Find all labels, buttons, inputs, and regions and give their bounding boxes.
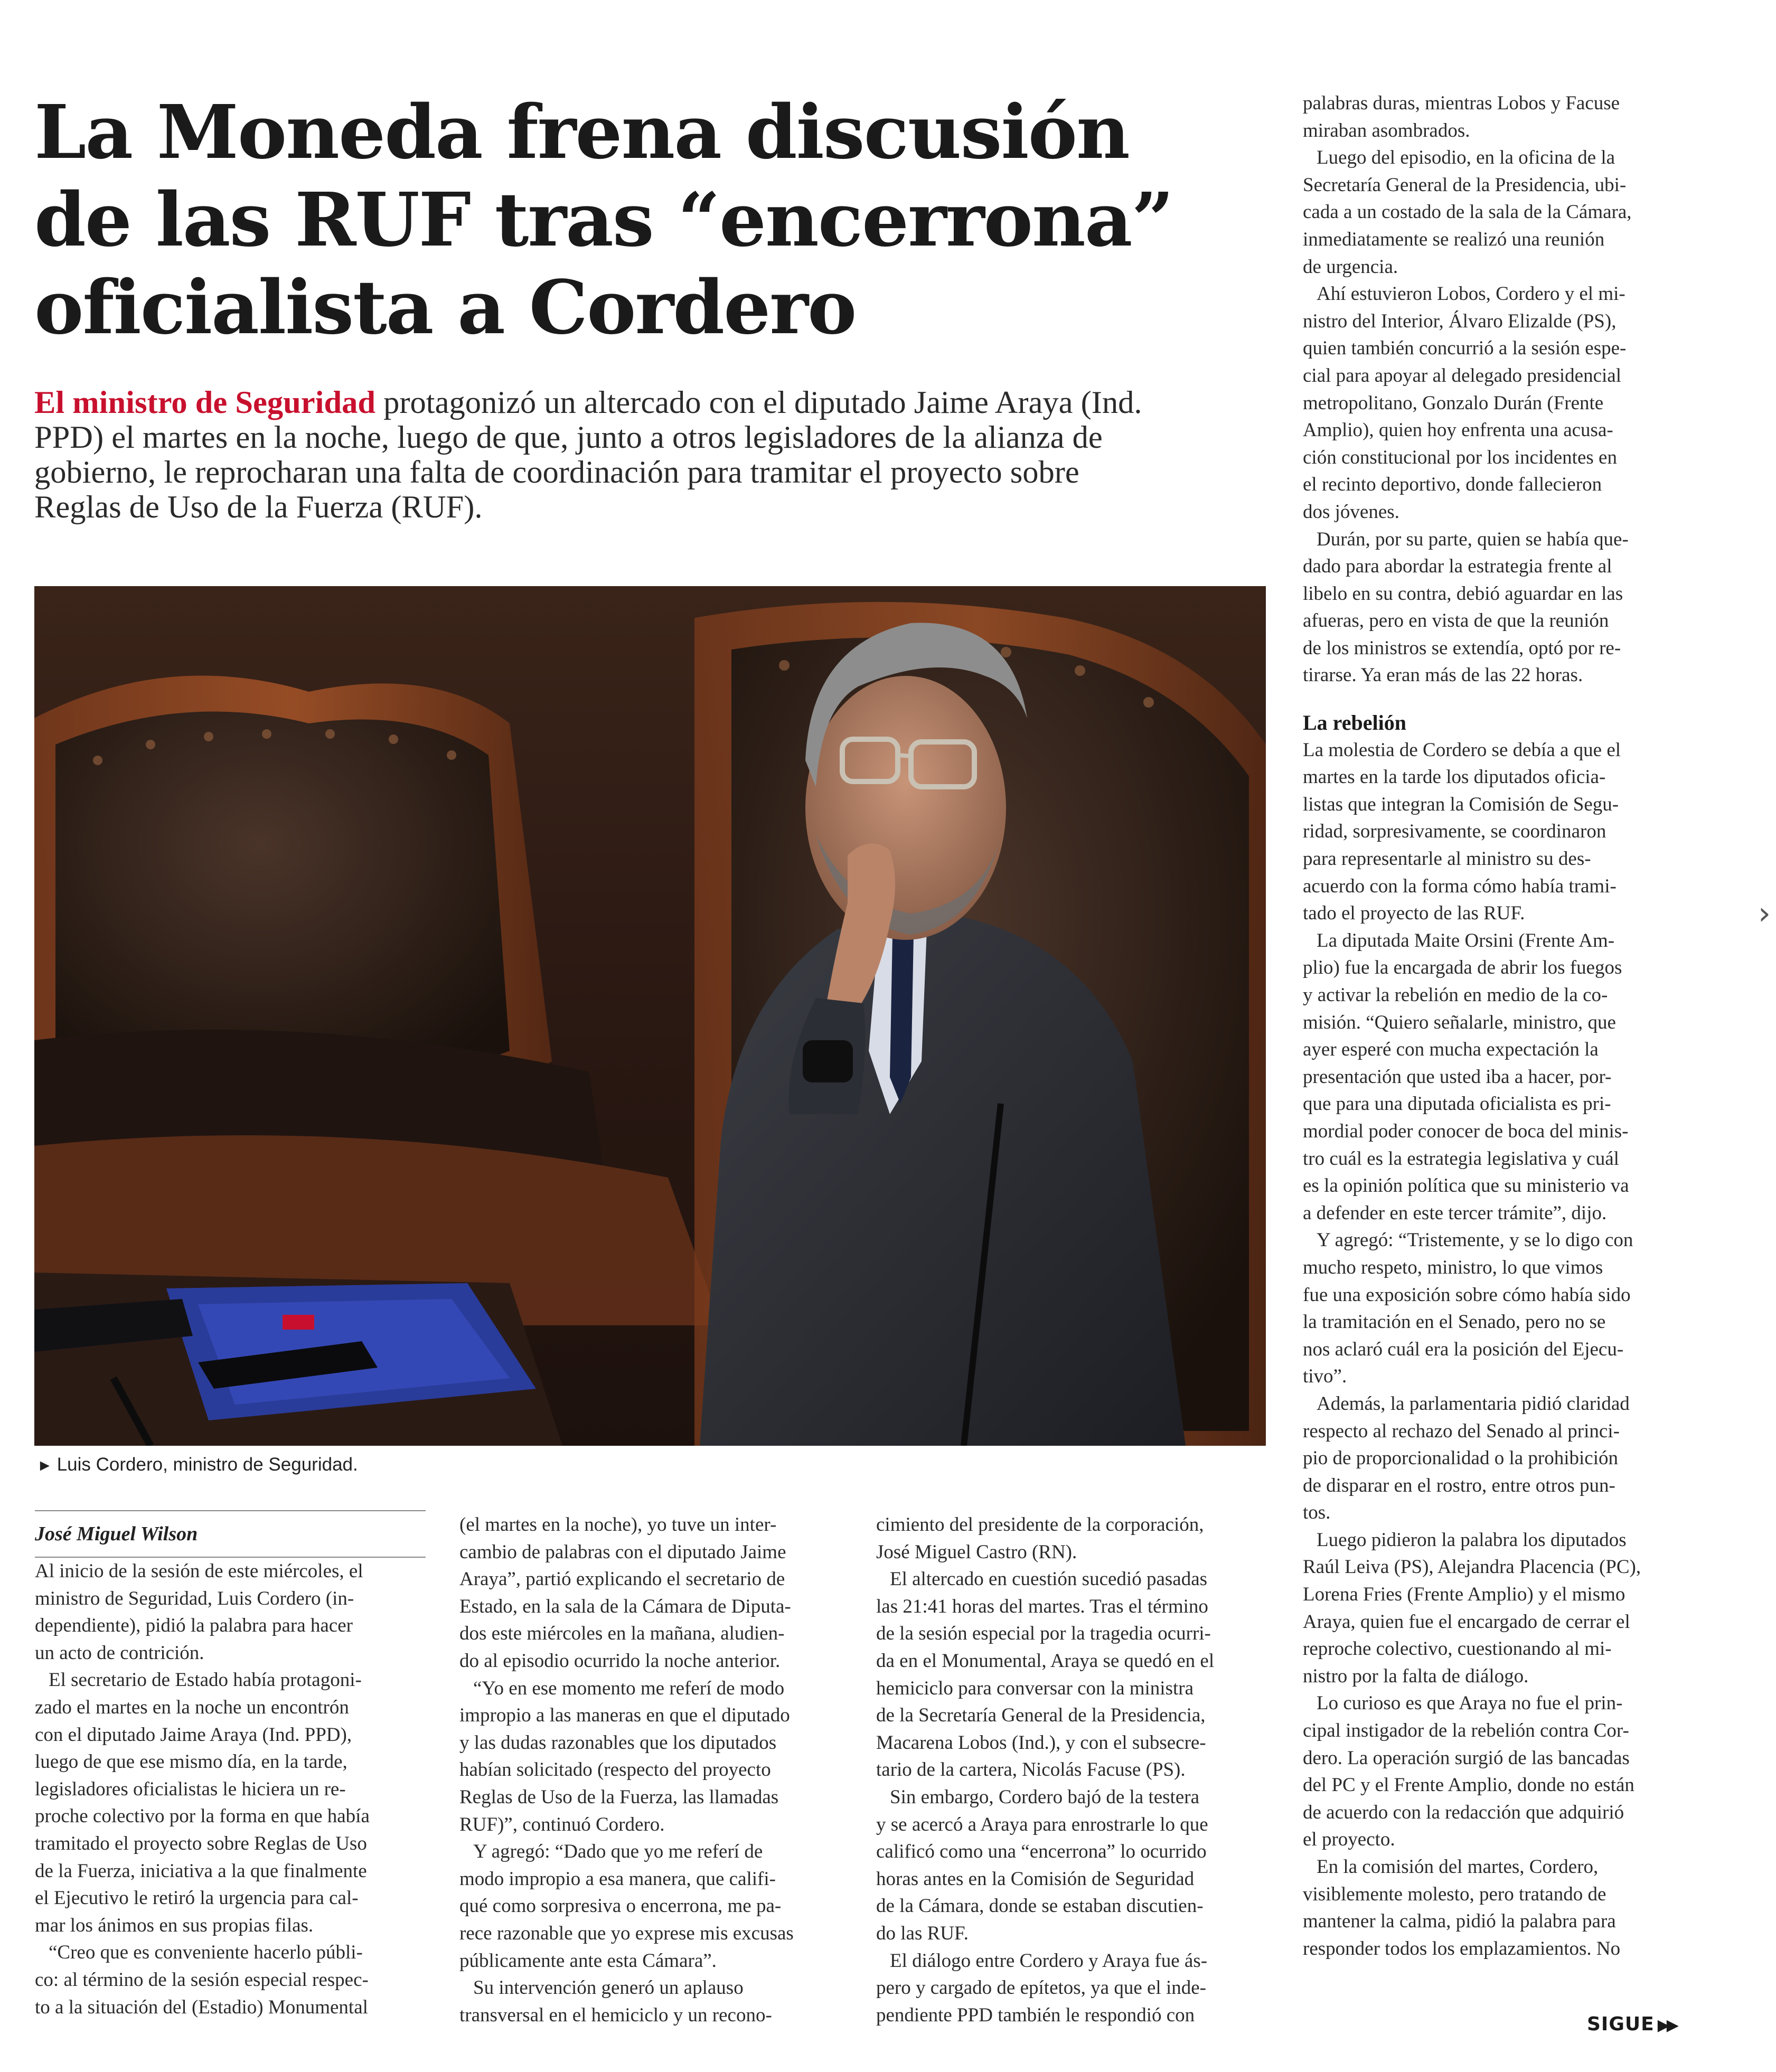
article-line: transversal en el hemiciclo y un recono- [459, 2004, 772, 2026]
article-line: “Yo en ese momento me referí de modo [473, 1677, 785, 1699]
article-column-3 [876, 1511, 1267, 2029]
article-line: afueras, pero en vista de que la reunión [1303, 610, 1609, 632]
article-line: metropolitano, Gonzalo Durán (Frente [1303, 392, 1604, 414]
article-line: el Ejecutivo le retiró la urgencia para cal- [35, 1887, 359, 1909]
article-line: que para una diputada oficialista es pri- [1303, 1093, 1611, 1115]
article-line: nos aclaró cuál era la posición del Ejecu- [1303, 1338, 1624, 1360]
article-line: de acuerdo con la redacción que adquirió [1303, 1801, 1624, 1823]
article-line: Araya”, partió explicando el secretario de [459, 1568, 785, 1590]
lead-paragraph [34, 385, 1244, 525]
article-line: el proyecto. [1303, 1829, 1395, 1851]
article-line: calificó como una “encerrona” lo ocurrido [876, 1841, 1207, 1863]
article-line: habían solicitado (respecto del proyecto [459, 1759, 771, 1781]
article-line: cambio de palabras con el diputado Jaime [459, 1541, 786, 1563]
article-line: de la Secretaría General de la Presidencia, [876, 1704, 1206, 1727]
article-line: Y agregó: “Tristemente, y se lo digo con [1317, 1229, 1633, 1251]
article-line: de la Cámara, donde se estaban discutien- [876, 1895, 1204, 1917]
article-line: do las RUF. [876, 1922, 969, 1944]
continue-text: SIGUE [1587, 2013, 1655, 2035]
article-line: las 21:41 horas del martes. Tras el término [876, 1595, 1208, 1617]
article-line: luego de que ese mismo día, en la tarde, [35, 1751, 347, 1773]
article-line: cipal instigador de la rebelión contra Cor- [1303, 1720, 1629, 1742]
article-line: Reglas de Uso de la Fuerza, las llamadas [459, 1786, 779, 1808]
headline-line: La Moneda frena discusión [34, 89, 1129, 176]
article-line: y las dudas razonables que los diputados [459, 1731, 777, 1754]
lead-line [34, 385, 1244, 420]
article-line: Luego del episodio, en la oficina de la [1317, 147, 1615, 169]
article-line: Al inicio de la sesión de este miércoles, el [35, 1560, 363, 1582]
article-line: nistro del Interior, Álvaro Elizalde (PS), [1303, 310, 1617, 332]
photo-caption [37, 1453, 358, 1477]
article-line: horas antes en la Comisión de Seguridad [876, 1868, 1195, 1890]
article-line: qué como sorpresiva o encerrona, me pa- [459, 1895, 782, 1917]
article-line: palabras duras, mientras Lobos y Facuse [1303, 92, 1620, 114]
article-line: tro cuál es la estrategia legislativa y cuál [1303, 1147, 1619, 1170]
article-line: mucho respeto, ministro, lo que vimos [1303, 1256, 1603, 1278]
article-line: Sin embargo, Cordero bajó de la testera [890, 1786, 1200, 1808]
article-line: tirarse. Ya eran más de las 22 horas. [1303, 664, 1583, 686]
article-line: RUF)”, continuó Cordero. [459, 1813, 665, 1835]
article-line: con el diputado Jaime Araya (Ind. PPD), [35, 1723, 352, 1746]
article-line: libelo en su contra, debió aguardar en las [1303, 582, 1623, 605]
article-line: Ahí estuvieron Lobos, Cordero y el mi- [1317, 283, 1625, 305]
article-line: (el martes en la noche), yo tuve un inter- [459, 1514, 777, 1536]
article-line: ministro de Seguridad, Luis Cordero (in- [35, 1587, 354, 1609]
article-line: respecto al rechazo del Senado al princi- [1303, 1420, 1620, 1442]
article-line: presentación que usted iba a hacer, por- [1303, 1066, 1612, 1088]
next-page-icon[interactable]: › [1758, 895, 1771, 932]
continue-arrows-icon: ▶▶ [1657, 2016, 1676, 2035]
article-line: mar los ánimos en sus propias filas. [35, 1914, 314, 1936]
article-line: Estado, en la sala de la Cámara de Diputa- [459, 1595, 791, 1617]
article-line: tario de la cartera, Nicolás Facuse (PS). [876, 1759, 1186, 1781]
section-subhead: La rebelión [1303, 711, 1406, 735]
article-line: zado el martes en la noche un encontrón [35, 1696, 349, 1718]
article-line: cada a un costado de la sala de la Cámara, [1303, 201, 1632, 223]
article-line: misión. “Quiero señalarle, ministro, que [1303, 1011, 1616, 1033]
article-line: cial para apoyar al delegado presidencial [1303, 364, 1621, 387]
article-line: inmediatamente se realizó una reunión [1303, 228, 1605, 250]
article-line: El secretario de Estado había protagoni- [49, 1669, 362, 1691]
article-line: da en el Monumental, Araya se quedó en el [876, 1650, 1215, 1672]
article-line: “Creo que es conveniente hacerlo públi- [49, 1942, 363, 1964]
article-line: to a la situación del (Estadio) Monumental [35, 1996, 368, 2018]
lead-line: gobierno, le reprocharan una falta de coordinación para tramitar el proyecto sobre [34, 455, 1079, 490]
article-line: proche colectivo por la forma en que había [35, 1805, 370, 1828]
article-line: Luego pidieron la palabra los diputados [1317, 1529, 1627, 1551]
article-line: dos este miércoles en la mañana, aludien- [459, 1623, 785, 1645]
article-line: martes en la tarde los diputados oficia- [1303, 766, 1606, 788]
article-line: La diputada Maite Orsini (Frente Am- [1317, 929, 1615, 952]
article-line: reproche colectivo, cuestionando al mi- [1303, 1638, 1612, 1660]
article-line: Lorena Fries (Frente Amplio) y el mismo [1303, 1584, 1625, 1606]
article-line: del PC y el Frente Amplio, donde no están [1303, 1774, 1634, 1796]
article-line: co: al término de la sesión especial respec- [35, 1969, 369, 1991]
article-line: acuerdo con la forma cómo había trami- [1303, 875, 1617, 897]
headline-line: de las RUF tras “encerrona” [34, 177, 1173, 263]
article-line: rece razonable que yo exprese mis excusas [459, 1922, 794, 1944]
article-line: pio de proporcionalidad o la prohibición [1303, 1447, 1618, 1470]
article-line: do al episodio ocurrido la noche anterior. [459, 1650, 781, 1672]
article-line: Y agregó: “Dado que yo me referí de [473, 1841, 763, 1863]
article-line: de urgencia. [1303, 256, 1398, 278]
article-line: ción constitucional por los incidentes en [1303, 446, 1617, 468]
article-line: El altercado en cuestión sucedió pasadas [890, 1568, 1208, 1590]
article-line: hemiciclo para conversar con la ministra [876, 1677, 1194, 1699]
article-line: Además, la parlamentaria pidió claridad [1317, 1392, 1630, 1415]
article-line: y activar la rebelión en medio de la co- [1303, 984, 1608, 1006]
article-line: plio) fue la encargada de abrir los fuegos [1303, 957, 1622, 979]
caption-text: Luis Cordero, ministro de Seguridad. [57, 1454, 358, 1475]
lead-highlight: El ministro de Seguridad [34, 385, 376, 420]
article-line: y se acercó a Araya para enrostrarle lo que [876, 1813, 1208, 1835]
article-line: mantener la calma, pidió la palabra para [1303, 1910, 1616, 1933]
article-column-1 [35, 1558, 426, 2021]
article-line: pero y cargado de epítetos, ya que el inde- [876, 1977, 1206, 1999]
article-line: la tramitación en el Senado, pero no se [1303, 1311, 1606, 1333]
article-line: responder todos los emplazamientos. No [1303, 1937, 1621, 1960]
lead-line: PPD) el martes en la noche, luego de que, junto a otros legisladores de la alianza de [34, 420, 1103, 455]
caption-marker-icon: ► [37, 1457, 53, 1474]
article-line: José Miguel Castro (RN). [876, 1541, 1077, 1563]
article-line: a defender en este tercer trámite”, dijo. [1303, 1202, 1607, 1224]
article-line: En la comisión del martes, Cordero, [1317, 1856, 1599, 1878]
article-line: visiblemente molesto, pero tratando de [1303, 1883, 1606, 1905]
article-line: modo impropio a esa manera, que califi- [459, 1868, 776, 1890]
article-line: dero. La operación surgió de las bancadas [1303, 1747, 1630, 1769]
article-line: públicamente ante esta Cámara”. [459, 1949, 717, 1972]
article-line: Durán, por su parte, quien se había que- [1317, 528, 1629, 550]
article-line: Raúl Leiva (PS), Alejandra Placencia (PC), [1303, 1556, 1641, 1578]
article-line: de la sesión especial por la tragedia ocurri- [876, 1623, 1211, 1645]
article-line: de disparar en el rostro, entre otros pun- [1303, 1474, 1615, 1496]
article-line: es la opinión política que su ministerio va [1303, 1175, 1629, 1197]
article-line: Su intervención generó un aplauso [473, 1977, 744, 1999]
article-column-2 [459, 1511, 850, 2029]
article-line: ridad, sorpresivamente, se coordinaron [1303, 821, 1606, 843]
article-line: legisladores oficialistas le hiciera un re- [35, 1778, 346, 1800]
article-line: de los ministros se extendía, optó por re- [1303, 637, 1621, 659]
article-line: El diálogo entre Cordero y Araya fue ás- [890, 1949, 1208, 1972]
article-line: La molestia de Cordero se debía a que el [1303, 739, 1621, 761]
article-line: dos jóvenes. [1303, 501, 1399, 523]
article-column-4 [1303, 90, 1728, 1962]
article-line: tos. [1303, 1502, 1331, 1524]
article-line: mordial poder conocer de boca del minis- [1303, 1120, 1629, 1142]
article-photo [34, 586, 1266, 1446]
article-line: Secretaría General de la Presidencia, ubi- [1303, 174, 1627, 196]
lead-line: Reglas de Uso de la Fuerza (RUF). [34, 489, 483, 525]
article-line: impropio a las maneras en que el diputado [459, 1704, 790, 1727]
article-line: cimiento del presidente de la corporación, [876, 1514, 1204, 1536]
article-line: Lo curioso es que Araya no fue el prin- [1317, 1692, 1623, 1715]
article-line: de la Fuerza, iniciativa a la que finalmente [35, 1860, 367, 1882]
article-line: Araya, quien fue el encargado de cerrar el [1303, 1610, 1630, 1633]
lead-line-text: protagonizó un altercado con el diputado Jaime Araya (Ind. [375, 385, 1142, 420]
continue-label [1587, 2013, 1676, 2037]
byline: José Miguel Wilson [35, 1510, 426, 1558]
section-gap [1303, 689, 1728, 709]
article-line: tramitado el proyecto sobre Reglas de Uso [35, 1832, 367, 1854]
article-line: dado para abordar la estrategia frente al [1303, 555, 1612, 578]
article-line: Amplio), quien hoy enfrenta una acusa- [1303, 419, 1613, 441]
article-line: Macarena Lobos (Ind.), y con el subsecre- [876, 1731, 1206, 1754]
article-line: pendiente PPD también le respondió con [876, 2004, 1195, 2026]
article-line: nistro por la falta de diálogo. [1303, 1665, 1529, 1687]
article-line: fue una exposición sobre cómo había sido [1303, 1284, 1631, 1306]
headline-line: oficialista a Cordero [34, 265, 856, 351]
article-line: un acto de contrición. [35, 1642, 204, 1664]
article-line: tivo”. [1303, 1365, 1347, 1388]
article-line: listas que integran la Comisión de Segu- [1303, 793, 1619, 815]
article-line: el recinto deportivo, donde fallecieron [1303, 474, 1602, 496]
article-line: miraban asombrados. [1303, 119, 1470, 142]
article-line: tado el proyecto de las RUF. [1303, 902, 1525, 925]
article-line: para representarle al ministro su des- [1303, 848, 1591, 870]
headline [34, 89, 1270, 352]
article-line: dependiente), pidió la palabra para hacer [35, 1615, 353, 1637]
article-line: quien también concurrió a la sesión espe- [1303, 337, 1627, 360]
photo-illustration [34, 586, 1266, 1446]
article-line: ayer esperé con mucha expectación la [1303, 1039, 1599, 1061]
